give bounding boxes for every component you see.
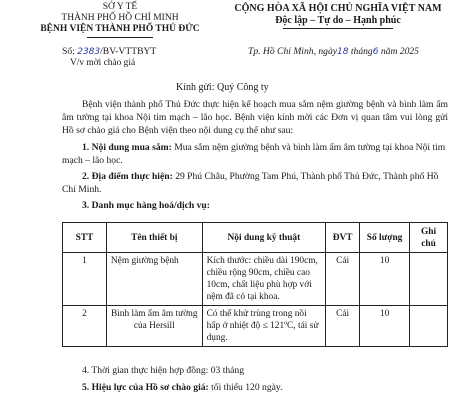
agency-underline <box>87 37 153 38</box>
table-row <box>63 306 448 347</box>
doc-number-prefix: Số: <box>62 46 75 57</box>
document-number <box>62 46 156 57</box>
row-1-note <box>410 253 448 306</box>
row-2-unit: Cái <box>326 306 360 347</box>
header-device-name: Tên thiết bị <box>106 223 202 253</box>
point-2 <box>62 170 448 196</box>
point-2-label: 2. Địa điểm thực hiện: <box>82 171 173 182</box>
point-4-text: 03 tháng <box>210 365 245 376</box>
doc-number-suffix: /BV-VTTBYT <box>100 46 157 57</box>
row-1-name: Nệm giường bệnh <box>106 253 202 306</box>
row-2-name: Bình làm ẩm âm tường của Hersill <box>106 306 202 347</box>
point-4-label: 4. Thời gian thực hiện hợp đồng: <box>82 365 209 376</box>
row-2-stt: 2 <box>63 306 107 347</box>
row-1-quantity: 10 <box>360 253 410 306</box>
agency-header <box>20 2 220 35</box>
intro-paragraph: Bệnh viện thành phố Thủ Đức thực hiện kế hoạch mua sắm nệm giường bệnh và bình làm ẩm âm tường tại khoa Nội tim mạch – lão học. Bệnh viện kính mời các Đơn vị quan tâm vui lòng gửi Hồ sơ chào giá cho Bệnh viện theo nội dung cụ thể như sau: <box>62 99 448 136</box>
national-title: CỘNG HÒA XÃ HỘI CHỦ NGHĨA VIỆT NAM <box>234 3 442 14</box>
row-2-quantity: 10 <box>360 306 410 347</box>
date-month-label: tháng <box>350 46 373 57</box>
row-1-spec: Kích thước: chiều dài 190cm, chiều rộng 90cm, chiều cao 10cm, chất liệu phù hợp với nệm đã có tại khoa. <box>202 253 326 306</box>
doc-number-handwritten: 2383 <box>77 47 101 57</box>
agency-line-1: SỞ Y TẾ <box>102 2 138 12</box>
table-row <box>63 253 448 306</box>
point-1-label: 1. Nội dung mua sắm: <box>82 142 172 153</box>
point-2-text: 29 Phú Châu, Phường Tam Phú, Thành phố Thủ Đức, Thành phố Hồ Chí Minh. <box>62 171 439 195</box>
header-technical-spec: Nội dung kỹ thuật <box>202 223 326 253</box>
salutation: Kính gửi: Quý Công ty <box>176 82 269 93</box>
document-date <box>248 46 419 57</box>
date-prefix: Tp. Hồ Chí Minh, ngày <box>248 46 338 57</box>
hospital-name: BỆNH VIỆN THÀNH PHỐ THỦ ĐỨC <box>40 24 200 34</box>
row-1-unit: Cái <box>326 253 360 306</box>
header-quantity: Số lượng <box>360 223 410 253</box>
row-2-note <box>410 306 448 347</box>
point-3 <box>82 199 210 212</box>
point-4 <box>82 364 244 377</box>
header-stt: STT <box>63 223 107 253</box>
items-table <box>62 222 448 347</box>
point-1 <box>62 141 448 167</box>
point-3-label: 3. Danh mục hàng hoá/dịch vụ: <box>82 200 210 211</box>
date-year: năm 2025 <box>380 46 419 57</box>
point-1-text: Mua sắm nệm giường bệnh và bình làm ẩm âm tường tại khoa Nội tim mạch – lão học. <box>62 142 446 166</box>
agency-line-2: THÀNH PHỐ HỒ CHÍ MINH <box>61 13 179 23</box>
row-1-stt: 1 <box>63 253 107 306</box>
point-5-label: 5. Hiệu lực của Hồ sơ chào giá: <box>82 382 209 393</box>
table-header-row <box>63 223 448 253</box>
row-2-spec: Có thể khử trùng trong nồi hấp ở nhiệt độ ≤ 121ºC, tái sử dụng. <box>202 306 326 347</box>
point-5-text: tối thiểu 120 ngày. <box>211 382 283 393</box>
point-5 <box>82 381 282 394</box>
header-note: Ghi chú <box>410 223 448 253</box>
motto-underline <box>283 28 393 29</box>
national-motto: Độc lập – Tự do – Hạnh phúc <box>275 14 401 26</box>
header-unit: ĐVT <box>326 223 360 253</box>
date-month-handwritten: 6 <box>372 47 379 57</box>
document-subject: V/v mời chào giá <box>70 58 136 68</box>
national-header <box>222 3 454 26</box>
date-day-handwritten: 18 <box>337 47 349 57</box>
